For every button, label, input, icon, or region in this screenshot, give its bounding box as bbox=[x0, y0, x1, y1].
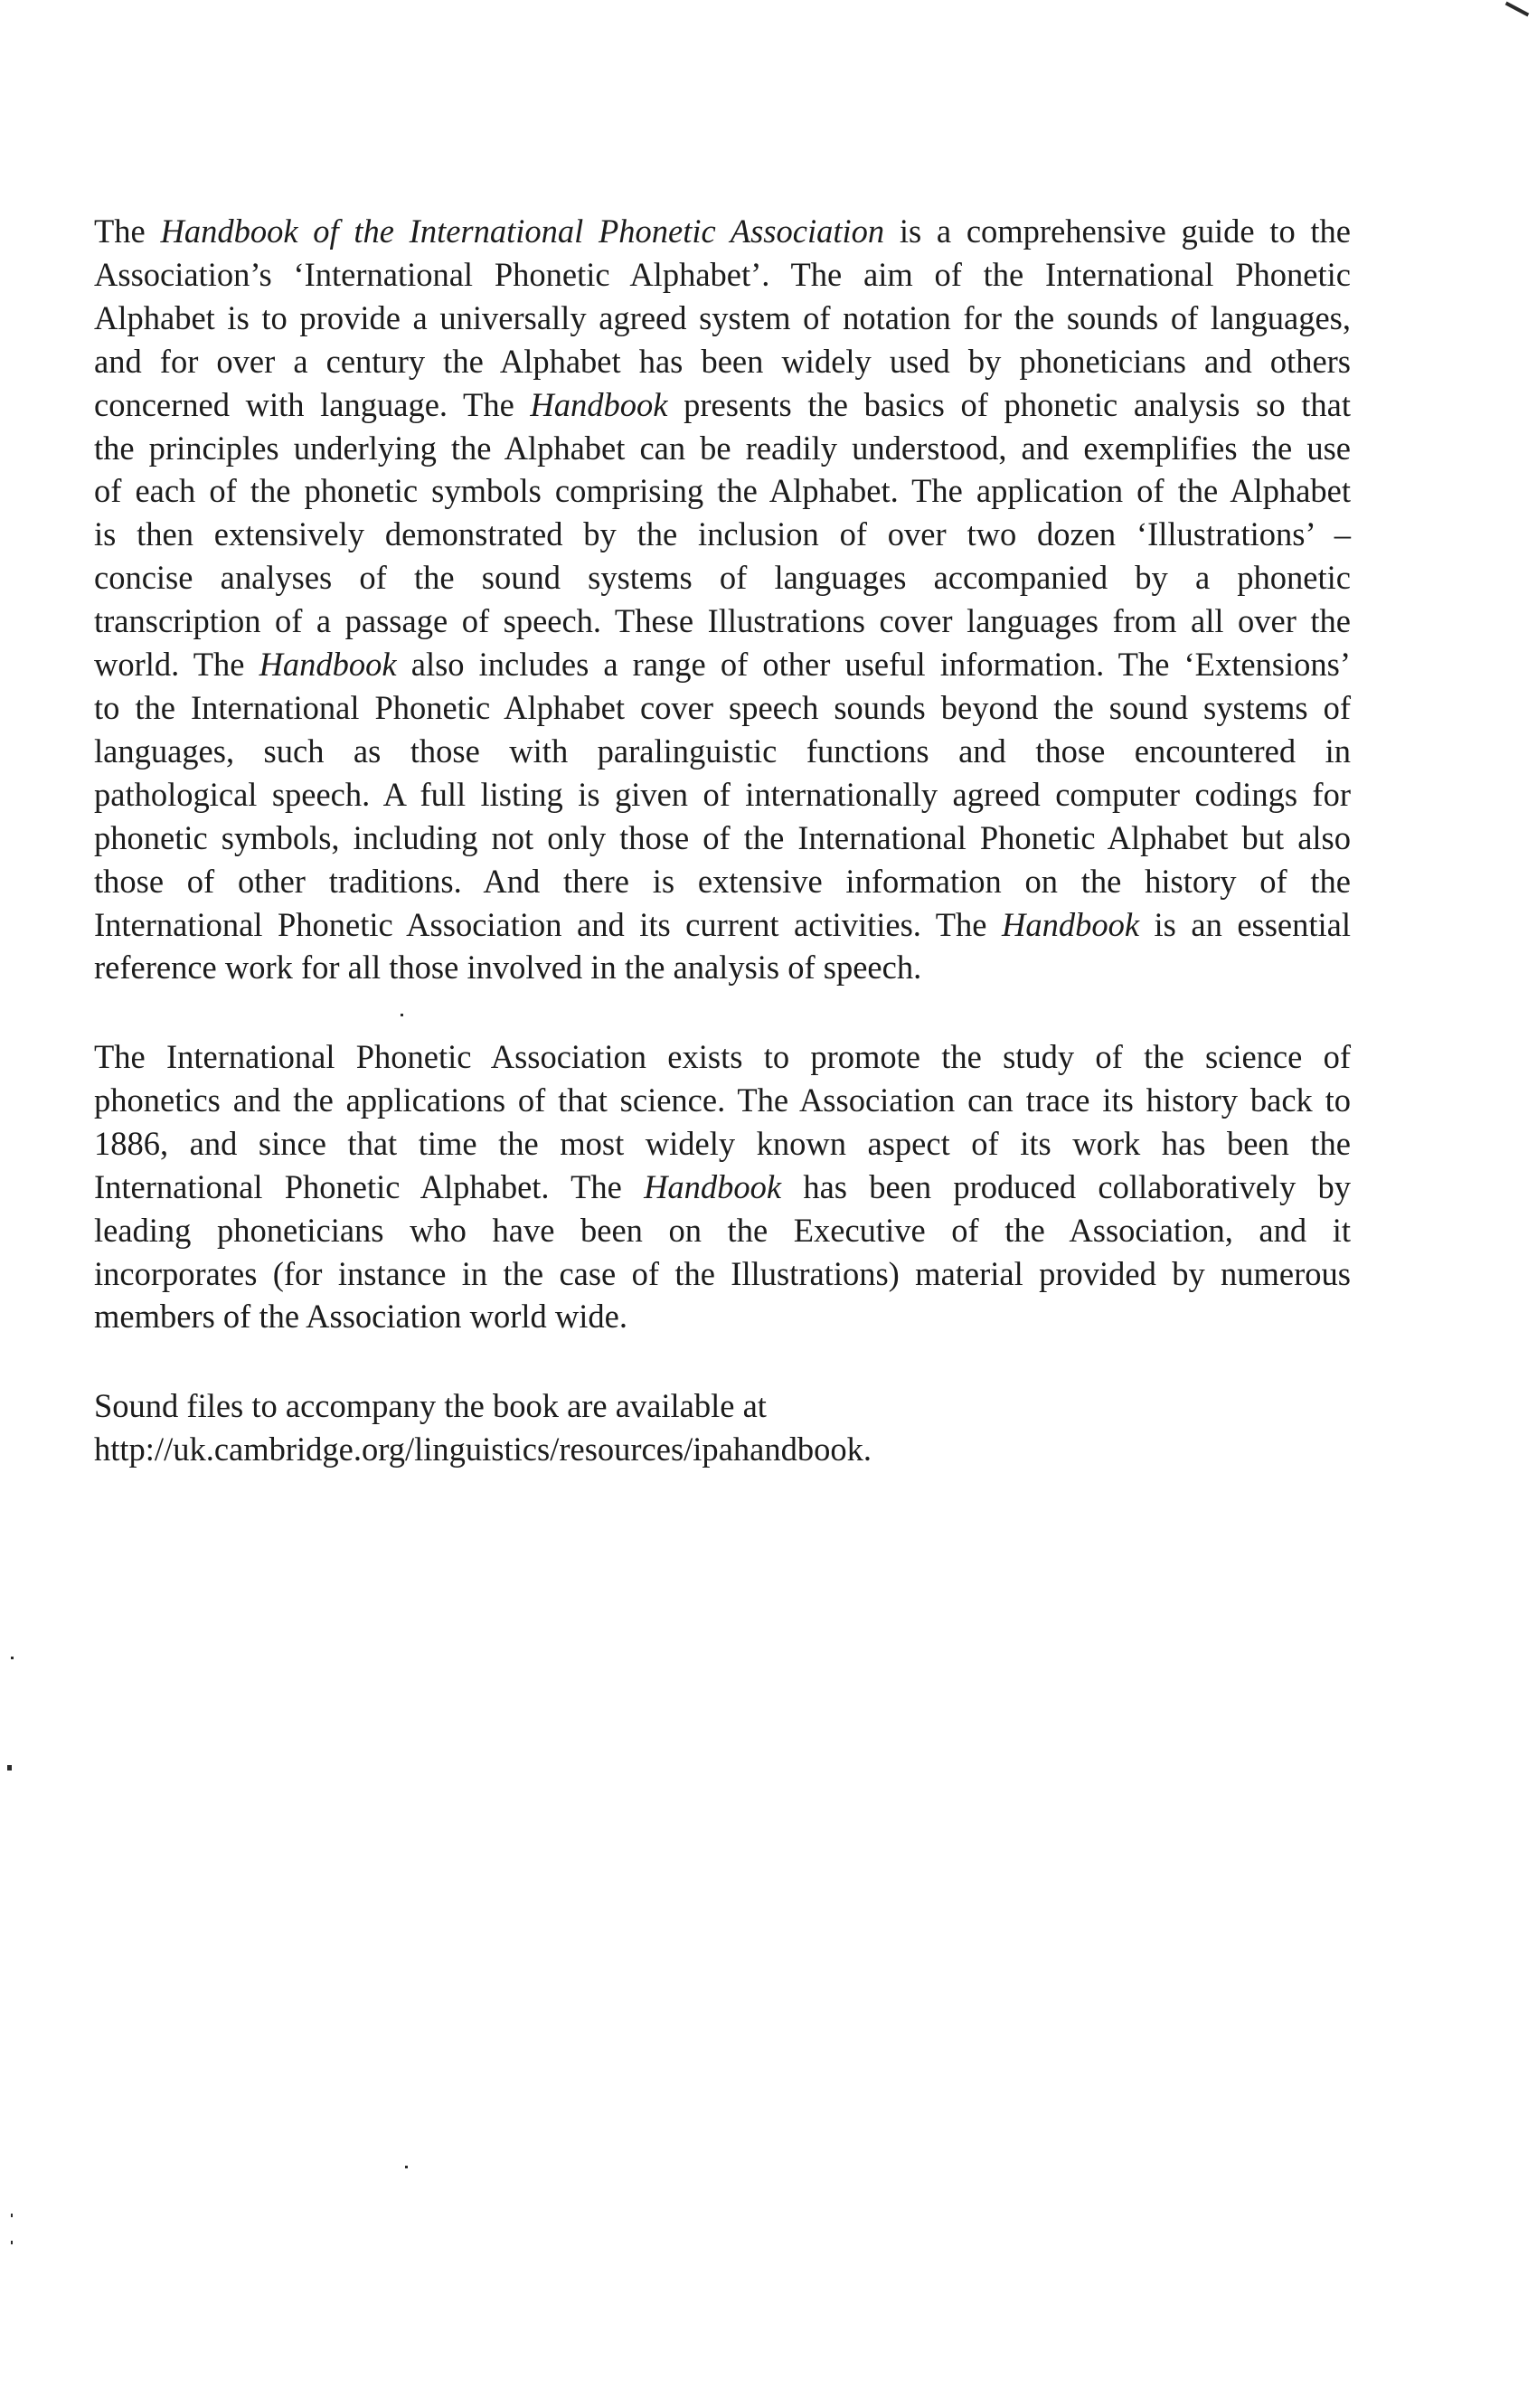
text-line: phonetics and the applications of that science. The Association can trace its history back to bbox=[94, 1081, 1351, 1119]
text-line: world. The Handbook also includes a range of other useful information. The ‘Extensions’ bbox=[94, 646, 1351, 684]
text-line: The International Phonetic Association exists to promote the study of the science of bbox=[94, 1038, 1351, 1075]
sound-files-note bbox=[94, 1384, 1351, 1471]
text-line: pathological speech. A full listing is given of internationally agreed computer codings for bbox=[94, 775, 1351, 813]
text-line: and for over a century the Alphabet has been widely used by phoneticians and others bbox=[94, 342, 1351, 380]
book-title: Handbook of the International Phonetic Association bbox=[160, 212, 885, 250]
text-line: to the International Phonetic Alphabet cover speech sounds beyond the sound systems of bbox=[94, 688, 1351, 726]
scan-speck bbox=[11, 1657, 14, 1659]
association-paragraph bbox=[94, 1035, 1351, 1338]
text-line: Alphabet is to provide a universally agreed system of notation for the sounds of languages, bbox=[94, 298, 1351, 336]
text-line: of each of the phonetic symbols comprising the Alphabet. The application of the Alphabet bbox=[94, 472, 1351, 510]
scan-speck bbox=[11, 2241, 13, 2244]
text-line: incorporates (for instance in the case of the Illustrations) material provided by numerous bbox=[94, 1254, 1351, 1292]
text-line: phonetic symbols, including not only those of the International Phonetic Alphabet but also bbox=[94, 818, 1351, 856]
text-line: 1886, and since that time the most widely known aspect of its work has been the bbox=[94, 1124, 1351, 1162]
text-line: languages, such as those with paralinguistic functions and those encountered in bbox=[94, 732, 1351, 770]
text-line: those of other traditions. And there is extensive information on the history of the bbox=[94, 862, 1351, 900]
text-line: transcription of a passage of speech. These Illustrations cover languages from all over the bbox=[94, 602, 1351, 640]
text-line: International Phonetic Association and its current activities. The Handbook is an essential bbox=[94, 905, 1351, 943]
text-line: is then extensively demonstrated by the inclusion of over two dozen ‘Illustrations’ – bbox=[94, 515, 1351, 553]
text-line: leading phoneticians who have been on the Executive of the Association, and it bbox=[94, 1211, 1351, 1249]
scan-corner-mark bbox=[1505, 2, 1530, 17]
text-line: International Phonetic Alphabet. The Handbook has been produced collaboratively by bbox=[94, 1167, 1351, 1205]
scan-speck bbox=[7, 1765, 12, 1771]
text-line: reference work for all those involved in the analysis of speech. bbox=[94, 949, 922, 987]
scan-speck bbox=[405, 2166, 408, 2168]
text-line: concise analyses of the sound systems of languages accompanied by a phonetic bbox=[94, 559, 1351, 597]
resource-url: http://uk.cambridge.org/linguistics/resources/ipahandbook. bbox=[94, 1430, 872, 1468]
text-line: members of the Association world wide. bbox=[94, 1298, 627, 1336]
text-line: concerned with language. The Handbook presents the basics of phonetic analysis so that bbox=[94, 385, 1351, 423]
scan-speck bbox=[401, 1014, 403, 1016]
text-line: The Handbook of the International Phonetic Association is a comprehensive guide to the bbox=[94, 212, 1351, 250]
text-line: Association’s ‘International Phonetic Alphabet’. The aim of the International Phonetic bbox=[94, 255, 1351, 293]
scan-speck bbox=[11, 2214, 13, 2217]
text-line: the principles underlying the Alphabet can be readily understood, and exemplifies the use bbox=[94, 429, 1351, 467]
text-line: Sound files to accompany the book are available at bbox=[94, 1387, 767, 1424]
description-paragraph bbox=[94, 210, 1351, 989]
